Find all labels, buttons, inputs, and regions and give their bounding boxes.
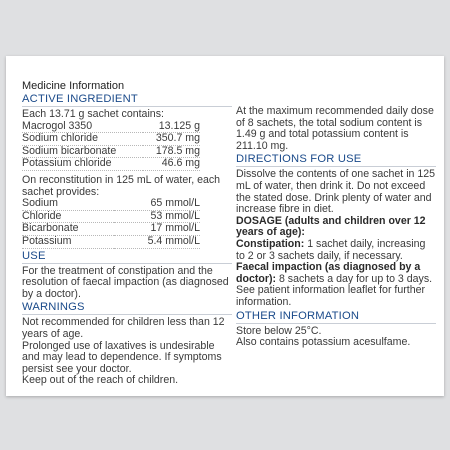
ingredient-name: Sodium chloride: [22, 133, 143, 146]
impaction-text: 8 sachets a day for up to 3 days. See patient information leaflet for further information.: [236, 272, 433, 308]
table-row: [22, 223, 200, 236]
warnings-heading: WARNINGS: [22, 301, 85, 314]
ingredient-value: 46.6 mg: [143, 158, 200, 171]
electrolyte-name: Bicarbonate: [22, 223, 114, 236]
table-row: [22, 235, 200, 248]
left-column: [22, 80, 232, 387]
ingredients-table: [22, 121, 200, 171]
directions-heading: DIRECTIONS FOR USE: [236, 153, 362, 166]
table-row: [22, 133, 200, 146]
ingredient-name: Potassium chloride: [22, 158, 143, 171]
electrolyte-value: 5.4 mmol/L: [114, 235, 200, 248]
electrolytes-table: [22, 198, 200, 248]
table-row: [22, 198, 200, 210]
warning-line: Keep out of the reach of children.: [22, 374, 179, 387]
table-row: [22, 158, 200, 171]
max-dose-text: At the maximum recommended daily dose of 8 sachets, the total sodium content is 1.49 g and total potassium content is 211.10 mg.: [236, 105, 434, 152]
divider: [236, 323, 436, 324]
ingredient-value: 13.125 g: [143, 121, 200, 133]
table-row: [22, 145, 200, 158]
other-ingredient-text: Also contains potassium acesulfame.: [236, 336, 411, 349]
impaction-label: Faecal impaction (as diagnosed by a doctor):: [236, 261, 421, 285]
ingredient-value: 178.5 mg: [143, 145, 200, 158]
use-heading: USE: [22, 249, 46, 262]
table-row: [22, 210, 200, 223]
electrolyte-value: 53 mmol/L: [114, 210, 200, 223]
directions-text: Dissolve the contents of one sachet in 125 mL of water, then drink it. Do not exceed the stated dose. Drink plenty of water and increase fibre in diet.: [236, 168, 436, 216]
table-row: [22, 121, 200, 133]
electrolyte-name: Sodium: [22, 198, 114, 210]
constipation-text: 1 sachet daily, increasing to 2 or 3 sachets daily, if necessary.: [236, 237, 426, 262]
constipation-dosage: [236, 239, 436, 262]
impaction-dosage: [236, 262, 436, 308]
electrolyte-value: 65 mmol/L: [114, 198, 200, 210]
dosage-heading: DOSAGE (adults and children over 12 years of age):: [236, 214, 426, 239]
medicine-information-panel: [6, 56, 444, 396]
warning-line: Not recommended for children less than 12 years of age.: [22, 316, 225, 340]
divider: [22, 314, 232, 315]
divider: [22, 263, 232, 264]
divider: [236, 166, 436, 167]
electrolyte-name: Chloride: [22, 210, 114, 223]
warning-line: Prolonged use of laxatives is undesirable and may lead to dependence. If symptoms persist see your doctor.: [22, 339, 222, 375]
page-title: Medicine Information: [22, 80, 125, 92]
storage-text: Store below 25°C.: [236, 324, 322, 337]
other-information-heading: OTHER INFORMATION: [236, 309, 360, 322]
constipation-label: Constipation:: [236, 237, 305, 250]
ingredient-name: Macrogol 3350: [22, 121, 143, 133]
use-text: For the treatment of constipation and the resolution of faecal impaction (as diagnosed by a doctor).: [22, 264, 229, 300]
electrolyte-name: Potassium: [22, 235, 114, 248]
electrolyte-value: 17 mmol/L: [114, 223, 200, 236]
right-column: [236, 106, 436, 349]
reconstitution-text: On reconstitution in 125 mL of water, each sachet provides:: [22, 173, 221, 198]
divider: [22, 106, 232, 107]
active-ingredient-heading: ACTIVE INGREDIENT: [22, 93, 138, 105]
ingredient-name: Sodium bicarbonate: [22, 145, 143, 158]
active-ingredient-intro: Each 13.71 g sachet contains:: [22, 108, 164, 120]
ingredient-value: 350.7 mg: [143, 133, 200, 146]
